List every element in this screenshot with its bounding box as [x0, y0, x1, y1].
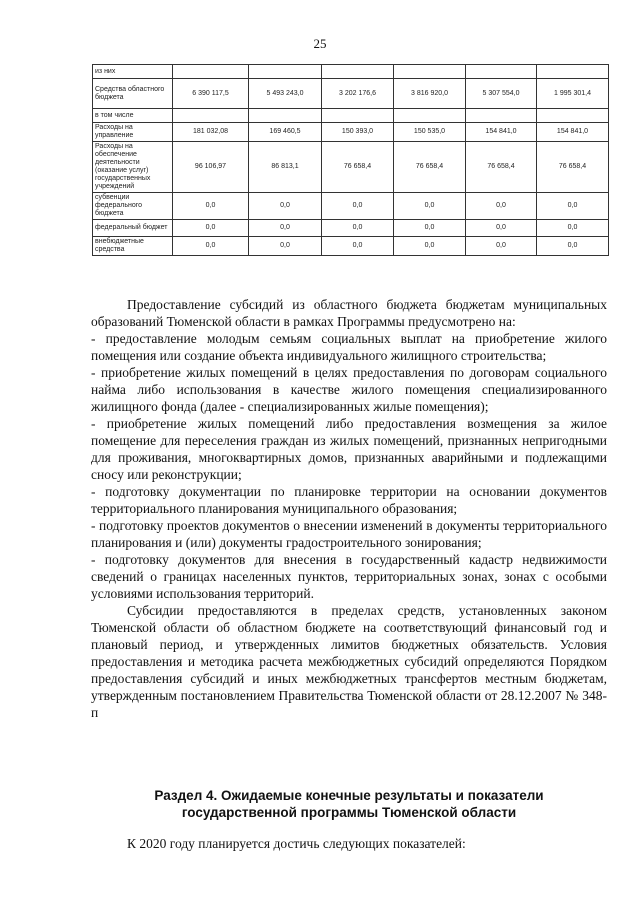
- table-cell: 181 032,08: [173, 123, 249, 142]
- table-cell: 1 995 301,4: [537, 79, 609, 109]
- section-title-line: государственной программы Тюменской области: [181, 805, 517, 820]
- table-cell: [394, 109, 466, 123]
- budget-table: [92, 64, 609, 256]
- table-cell: [249, 65, 322, 79]
- intro-paragraph: Предоставление субсидий из областного бюджета бюджетам муниципальных образований Тюменской области в рамках Программы предусмотрено на:: [91, 297, 607, 329]
- section-title: [91, 787, 607, 821]
- section-title-line: Раздел 4. Ожидаемые конечные результаты и показатели: [154, 788, 544, 803]
- row-label: внебюджетные средства: [93, 237, 173, 256]
- table-cell: 0,0: [537, 193, 609, 220]
- page-number: 25: [313, 36, 327, 51]
- table-cell: [322, 65, 394, 79]
- table-cell: 150 393,0: [322, 123, 394, 142]
- list-item: - подготовку документов для внесения в государственный кадастр недвижимости сведений о границах населенных пунктов, территориальных зонах, зонах с особыми условиями использования территорий.: [91, 552, 607, 601]
- table-cell: 0,0: [249, 193, 322, 220]
- table-row: [93, 237, 609, 256]
- table-row: [93, 220, 609, 237]
- table-row: [93, 123, 609, 142]
- table-cell: 0,0: [322, 220, 394, 237]
- table-cell: 0,0: [173, 193, 249, 220]
- table-row: [93, 142, 609, 193]
- list-item: - предоставление молодым семьям социальных выплат на приобретение жилого помещения или создание объекта индивидуального жилищного строительства;: [91, 331, 607, 363]
- table-cell: 3 816 920,0: [394, 79, 466, 109]
- table-cell: 0,0: [322, 193, 394, 220]
- table-row: [93, 65, 609, 79]
- table-cell: 0,0: [466, 193, 537, 220]
- table-cell: 3 202 176,6: [322, 79, 394, 109]
- table-cell: [173, 109, 249, 123]
- table-cell: 0,0: [537, 220, 609, 237]
- table-cell: [466, 109, 537, 123]
- list-item: - подготовку документации по планировке территории на основании документов территориального планирования муниципального образования;: [91, 484, 607, 516]
- row-label: в том числе: [93, 109, 173, 123]
- list-item: - подготовку проектов документов о внесении изменений в документы территориального планирования и (или) документы градостроительного зонирования;: [91, 518, 607, 550]
- table-cell: 0,0: [394, 220, 466, 237]
- row-label: Расходы на управление: [93, 123, 173, 142]
- closing-paragraph: К 2020 году планируется достичь следующих показателей:: [127, 836, 466, 851]
- table-cell: 0,0: [249, 220, 322, 237]
- table-cell: 76 658,4: [537, 142, 609, 193]
- row-label: федеральный бюджет: [93, 220, 173, 237]
- table-cell: 0,0: [249, 237, 322, 256]
- table-cell: [537, 65, 609, 79]
- table-cell: 0,0: [394, 237, 466, 256]
- table-cell: 76 658,4: [322, 142, 394, 193]
- table-cell: 6 390 117,5: [173, 79, 249, 109]
- table-cell: 0,0: [394, 193, 466, 220]
- row-label: Расходы на обеспечение деятельности (оказание услуг) государственных учреждений: [93, 142, 173, 193]
- table-cell: 0,0: [537, 237, 609, 256]
- table-cell: 169 460,5: [249, 123, 322, 142]
- table-cell: 76 658,4: [394, 142, 466, 193]
- table-cell: [537, 109, 609, 123]
- table-row: [93, 193, 609, 220]
- table-cell: 96 106,97: [173, 142, 249, 193]
- table-cell: [249, 109, 322, 123]
- table-row: [93, 109, 609, 123]
- list-item: - приобретение жилых помещений либо предоставления возмещения за жилое помещение для переселения граждан из жилых помещений, признанных непригодными для проживания, многоквартирных домов, признанных аварийными и подлежащими сносу или реконструкции;: [91, 416, 607, 482]
- table-cell: 0,0: [466, 237, 537, 256]
- table-cell: 5 307 554,0: [466, 79, 537, 109]
- table-cell: [394, 65, 466, 79]
- table-cell: [173, 65, 249, 79]
- table-cell: 154 841,0: [466, 123, 537, 142]
- table-cell: 0,0: [173, 237, 249, 256]
- row-label: из них: [93, 65, 173, 79]
- table-cell: [466, 65, 537, 79]
- table-cell: 0,0: [466, 220, 537, 237]
- row-label: субвенции федерального бюджета: [93, 193, 173, 220]
- table-cell: 0,0: [322, 237, 394, 256]
- table-cell: 5 493 243,0: [249, 79, 322, 109]
- table-cell: [322, 109, 394, 123]
- table-cell: 150 535,0: [394, 123, 466, 142]
- row-label: Средства областного бюджета: [93, 79, 173, 109]
- table-cell: 76 658,4: [466, 142, 537, 193]
- table-cell: 0,0: [173, 220, 249, 237]
- table-row: [93, 79, 609, 109]
- list-item: - приобретение жилых помещений в целях предоставления по договорам социального найма либо использования в качестве жилого помещения специализированного жилищного фонда (далее - специализированных жилые помещения);: [91, 365, 607, 414]
- subsidies-paragraph: Субсидии предоставляются в пределах средств, установленных законом Тюменской области об областном бюджете на соответствующий финансовый год и плановый период, и утвержденных лимитов бюджетных обязательств. Условия предоставления и методика расчета межбюджетных субсидий определяются Порядком предоставления субсидий и иных межбюджетных трансфертов местным бюджетам, утвержденным постановлением Правительства Тюменской области от 28.12.2007 № 348-п: [91, 603, 607, 720]
- table-cell: 86 813,1: [249, 142, 322, 193]
- table-cell: 154 841,0: [537, 123, 609, 142]
- subsidies-section: [91, 296, 607, 721]
